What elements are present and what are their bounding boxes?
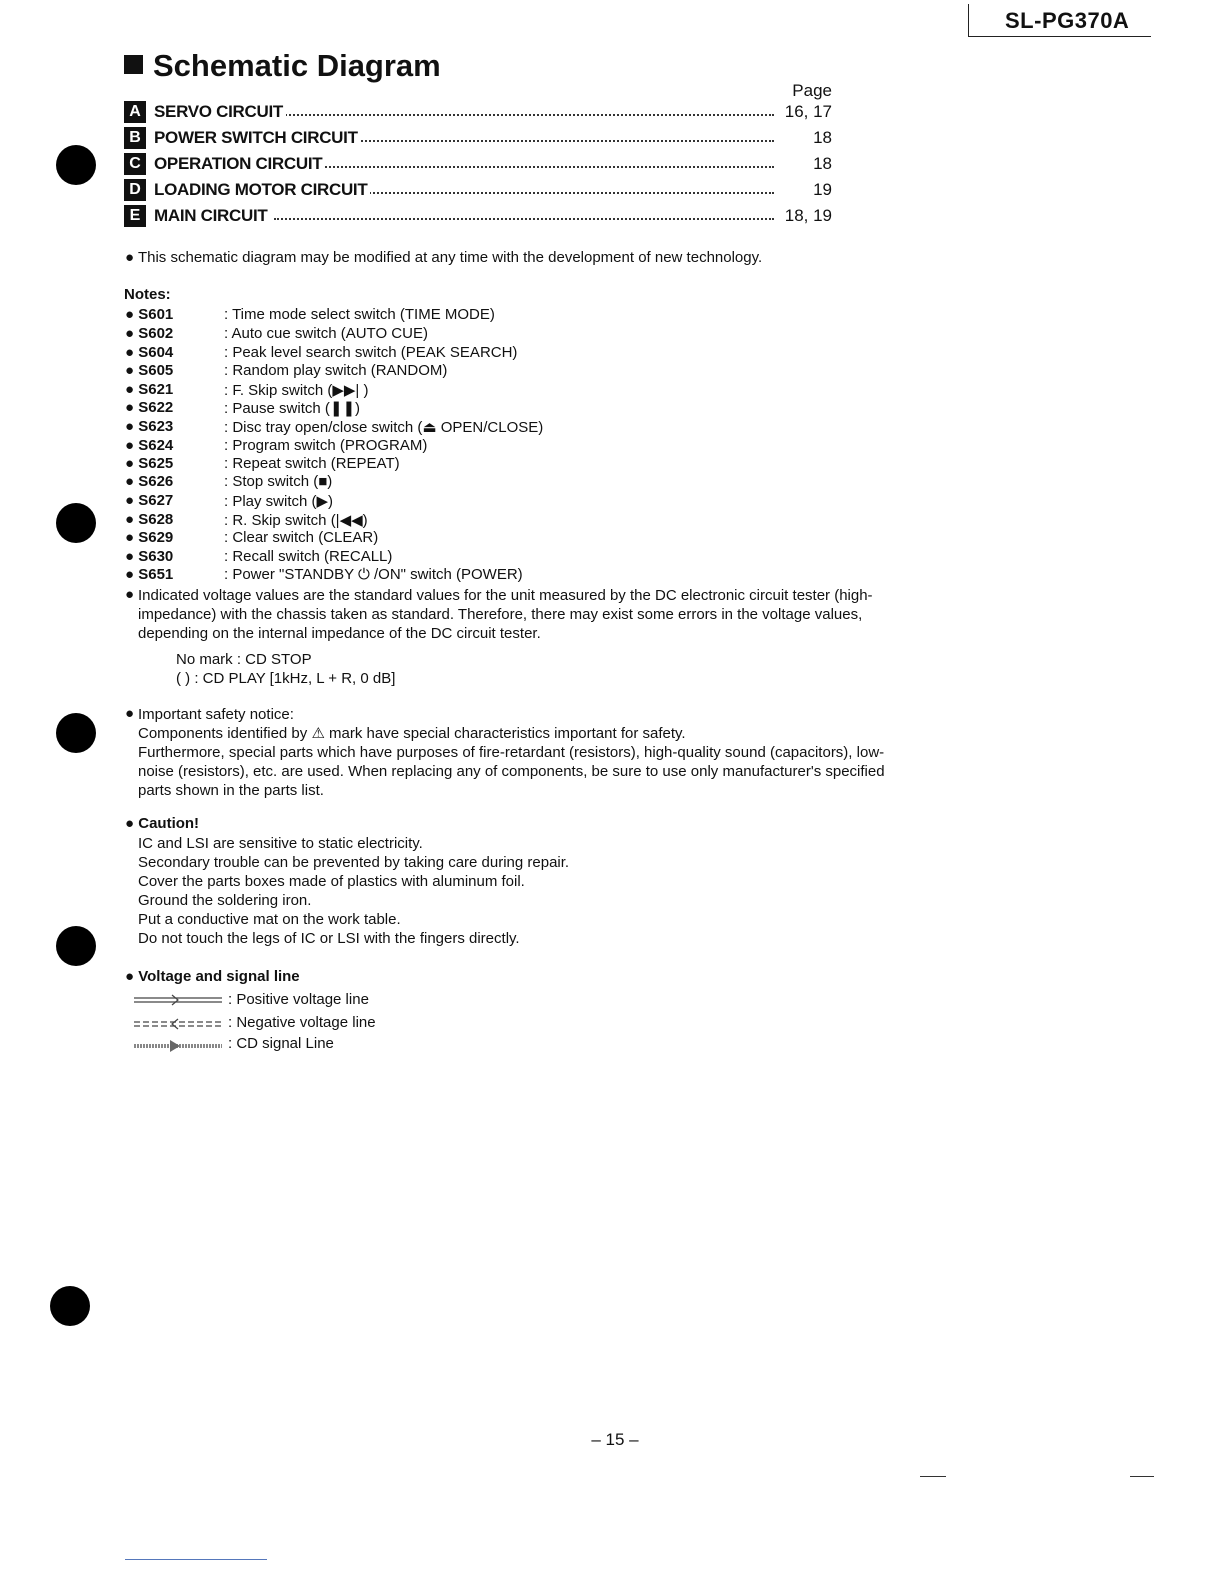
toc-row [124,101,834,125]
toc-row [124,153,834,177]
toc-page: 18 [776,128,832,148]
caution-heading: ● Caution! [125,815,200,832]
toc-letter-badge: D [124,179,146,201]
switch-desc: : Pause switch (❚❚) [224,400,361,417]
toc-page: 18 [776,154,832,174]
toc-page: 18, 19 [776,206,832,226]
toc-leader [274,114,774,116]
toc-label: SERVO CIRCUIT [154,102,286,122]
toc-label: MAIN CIRCUIT [154,206,271,226]
page-title-text: Schematic Diagram [153,48,441,83]
switch-code: ● S624 [125,437,174,454]
safety-line: Furthermore, special parts which have purposes of fire-retardant (resistors), high-quality sound (capacitors), low- [138,744,885,761]
toc-row [124,127,834,151]
no-mark-legend: No mark : CD STOP [176,651,312,668]
switch-desc: : Clear switch (CLEAR) [224,529,379,546]
switch-desc: : Program switch (PROGRAM) [224,437,428,454]
binder-hole [56,503,96,543]
signal-line-symbol [132,1039,224,1053]
switch-code: ● S604 [125,344,174,361]
switch-desc: : Play switch (▶) [224,493,334,510]
toc-page-header: Page [792,81,832,100]
toc-letter-badge: E [124,205,146,227]
toc-row [124,179,834,203]
switch-code: ● S602 [125,325,174,342]
switch-code: ● S630 [125,548,174,565]
voltage-note-line: impedance) with the chassis taken as standard. Therefore, there may exist some errors in the voltage values, [138,606,863,623]
toc-page: 16, 17 [776,102,832,122]
bullet-icon: ● [125,705,135,722]
legend-label: : CD signal Line [228,1035,334,1052]
switch-code: ● S601 [125,306,174,323]
model-number-box [968,4,1151,37]
switch-desc: : F. Skip switch (▶▶| ) [224,382,369,399]
legend-label: : Positive voltage line [228,991,369,1008]
toc-page: 19 [776,180,832,200]
switch-desc: : Auto cue switch (AUTO CUE) [224,325,428,342]
negative-line-symbol [132,1017,224,1031]
switch-desc: : Random play switch (RANDOM) [224,362,448,379]
caution-line: IC and LSI are sensitive to static electricity. [138,835,423,852]
switch-code: ● S627 [125,492,174,509]
toc-label: LOADING MOTOR CIRCUIT [154,180,370,200]
positive-line-symbol [132,993,224,1007]
divider [1130,1476,1154,1477]
caution-line: Cover the parts boxes made of plastics with aluminum foil. [138,873,525,890]
caution-line: Put a conductive mat on the work table. [138,911,401,928]
toc-leader [274,218,774,220]
switch-code: ● S622 [125,399,174,416]
switch-code: ● S629 [125,529,174,546]
switch-desc: : Stop switch (■) [224,473,333,490]
switch-code: ● S651 [125,566,174,583]
safety-line: parts shown in the parts list. [138,782,324,799]
page-title [124,48,441,84]
binder-hole [56,713,96,753]
bullet-icon: ● [125,249,138,266]
switch-code: ● S605 [125,362,174,379]
toc-label: OPERATION CIRCUIT [154,154,325,174]
switch-code: ● S625 [125,455,174,472]
voltage-note-line: Indicated voltage values are the standard values for the unit measured by the DC electronic circuit tester (high- [138,587,873,604]
safety-notice [138,705,908,800]
bullet-icon: ● [125,586,135,603]
switch-code: ● S623 [125,418,174,435]
caution-line: Do not touch the legs of IC or LSI with the fingers directly. [138,930,520,947]
paren-mark-legend: ( ) : CD PLAY [1kHz, L + R, 0 dB] [176,670,396,687]
toc-label: POWER SWITCH CIRCUIT [154,128,361,148]
caution-body [138,834,908,948]
toc-leader [274,166,774,168]
voltage-note-line: depending on the internal impedance of the DC circuit tester. [138,625,541,642]
binder-hole [56,926,96,966]
switch-code: ● S628 [125,511,174,528]
safety-heading: Important safety notice: [138,706,294,723]
voltage-signal-heading: ● Voltage and signal line [125,968,300,985]
switch-desc: : Peak level search switch (PEAK SEARCH) [224,344,518,361]
toc-row [124,205,834,229]
modify-note-text: This schematic diagram may be modified at any time with the development of new technology. [137,249,763,266]
switch-desc: : Power "STANDBY ⏻ /ON" switch (POWER) [224,566,523,583]
voltage-note [138,586,908,643]
toc-letter-badge: B [124,127,146,149]
square-bullet-icon [124,55,143,74]
page-number: – 15 – [591,1430,639,1449]
switch-code: ● S626 [125,473,174,490]
switch-desc: : Repeat switch (REPEAT) [224,455,400,472]
modify-note [125,249,762,266]
notes-heading: Notes: [124,286,171,303]
model-number: SL-PG370A [1005,8,1130,33]
toc-letter-badge: A [124,101,146,123]
switch-code: ● S621 [125,381,174,398]
divider [125,1559,267,1560]
switch-desc: : Disc tray open/close switch (⏏ OPEN/CLOSE) [224,419,544,436]
binder-hole [50,1286,90,1326]
safety-line: noise (resistors), etc. are used. When replacing any of components, be sure to use only manufacturer's specified [138,763,885,780]
caution-line: Ground the soldering iron. [138,892,312,909]
switch-desc: : Time mode select switch (TIME MODE) [224,306,495,323]
switch-desc: : R. Skip switch (|◀◀) [224,512,368,529]
toc-letter-badge: C [124,153,146,175]
binder-hole [56,145,96,185]
caution-line: Secondary trouble can be prevented by taking care during repair. [138,854,570,871]
switch-desc: : Recall switch (RECALL) [224,548,393,565]
legend-label: : Negative voltage line [228,1014,376,1031]
divider [920,1476,946,1477]
safety-line: Components identified by ⚠ mark have special characteristics important for safety. [138,725,686,742]
